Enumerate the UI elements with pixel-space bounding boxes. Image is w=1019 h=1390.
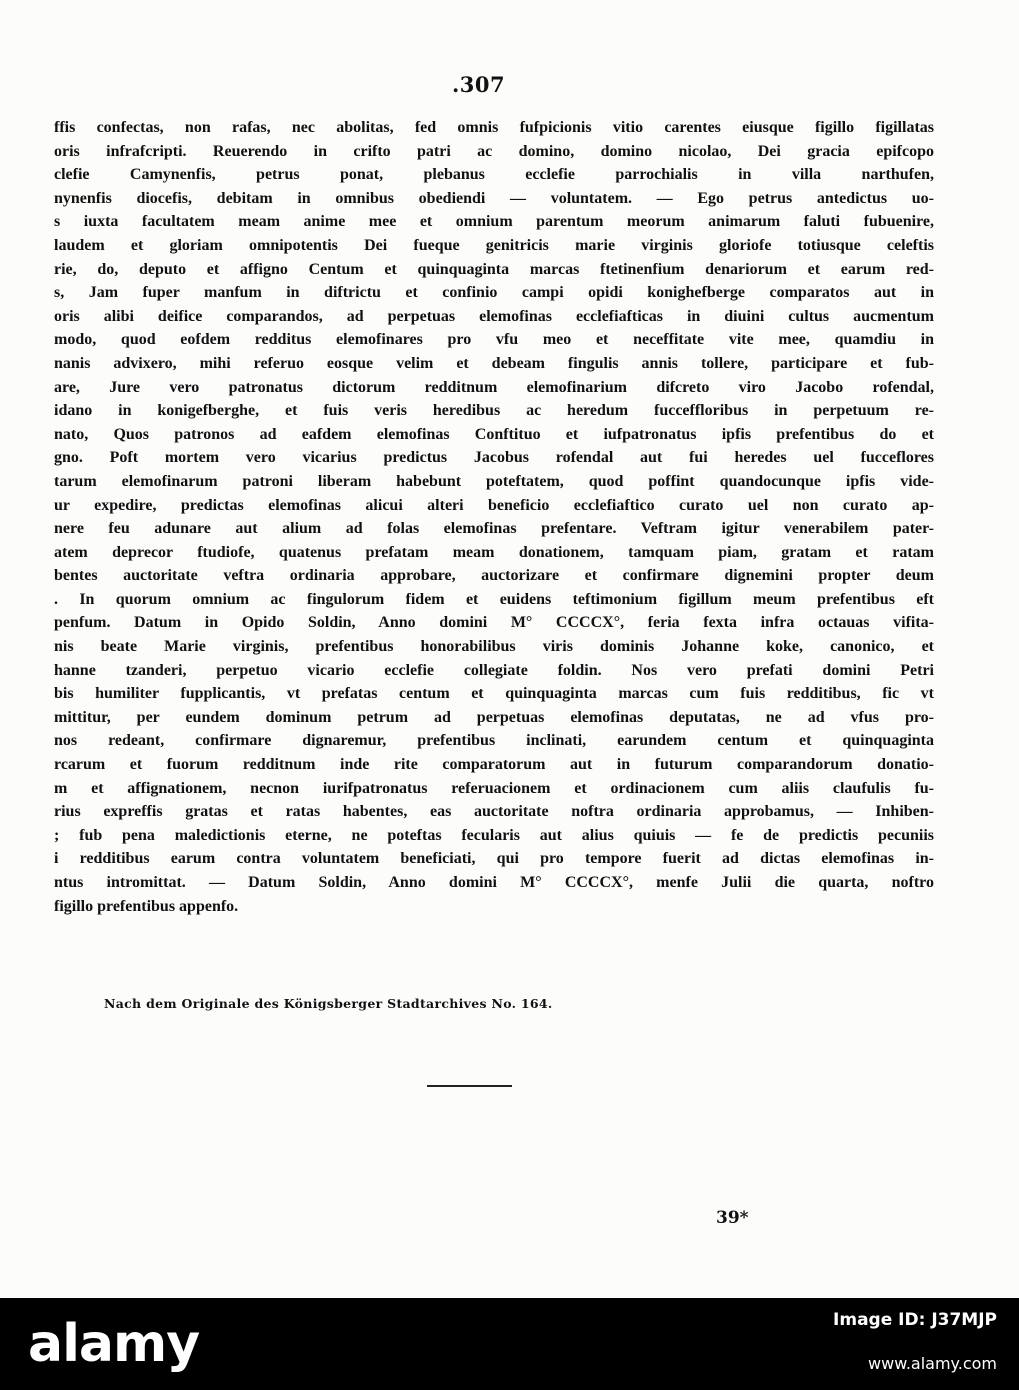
text-line: i redditibus earum contra voluntatem beneficiati, qui pro tempore fuerit ad dictas elemofinas in-: [54, 850, 934, 868]
text-line: s iuxta facultatem meam anime mee et omnium parentum meorum animarum faluti fubuenire,: [54, 213, 934, 231]
text-line: clefie Camynenfis, petrus ponat, plebanus ecclefie parrochialis in villa narthufen,: [54, 166, 934, 184]
text-line: ur expedire, predictas elemofinas alicui alteri beneficio ecclefiaftico curato uel non curato ap-: [54, 496, 934, 514]
alamy-logo: alamy: [28, 1314, 200, 1374]
text-line: nos redeant, confirmare dignaremur, prefentibus inclinati, earundem centum et quinquaginta: [54, 732, 934, 750]
text-line: ffis confectas, non rafas, nec abolitas, fed omnis fufpicionis vitio carentes eiusque figillo figillatas: [54, 119, 934, 136]
text-line: mittitur, per eundem dominum petrum ad perpetuas elemofinas deputatas, ne ad vfus pro-: [54, 708, 934, 726]
watermark-bar: [0, 1298, 1019, 1390]
section-divider: [427, 1085, 512, 1087]
text-line: ; fub pena maledictionis eterne, ne poteftas fecularis aut alius quiuis — fe de predictis pecuniis: [54, 826, 934, 844]
watermark-url: www.alamy.com: [868, 1354, 997, 1373]
text-line: nere feu adunare aut alium ad folas elemofinas prefentare. Veftram igitur venerabilem pater-: [54, 520, 934, 538]
text-line: m et affignationem, necnon iurifpatronatus referuacionem et ordinacionem cum aliis claufulis fu-: [54, 779, 934, 797]
text-line: penfum. Datum in Opido Soldin, Anno domini M° CCCCX°, feria fexta infra octauas vifita-: [54, 614, 934, 632]
text-line: nato, Quos patronos ad eafdem elemofinas Conftituo et iufpatronatus ipfis prefentibus do et: [54, 425, 934, 443]
text-line: rie, do, deputo et affigno Centum et quinquaginta marcas ftetinenfium denariorum et earum red-: [54, 260, 934, 278]
text-line: ntus intromittat. — Datum Soldin, Anno domini M° CCCCX°, menfe Julii die quarta, noftro: [54, 874, 934, 891]
text-line: . In quorum omnium ac fingulorum fidem et euidens teftimonium figillum meum prefentibus eft: [54, 590, 934, 608]
page-number: .307: [452, 72, 506, 97]
text-line: idano in konigefberghe, et fuis veris heredibus ac heredum fucceffloribus in perpetuum re-: [54, 402, 934, 420]
text-line: hanne tzanderi, perpetuo vicario ecclefie collegiate foldin. Nos vero prefati domini Petri: [54, 661, 934, 679]
image-id: Image ID: J37MJP: [833, 1310, 997, 1330]
text-line: nynenfis diocefis, debitam in omnibus obediendi — voluntatem. — Ego petrus antedictus uo-: [54, 189, 934, 207]
text-line: nanis advixero, mihi referuo eosque velim et debeam fingulis annis tollere, participare et fub-: [54, 354, 934, 372]
text-line: nis beate Marie virginis, prefentibus honorabilibus viris dominis Johanne koke, canonico, et: [54, 638, 934, 656]
text-line: gno. Poft mortem vero vicarius predictus Jacobus rofendal aut fui heredes uel fucceflores: [54, 449, 934, 467]
text-line: bis humiliter fupplicantis, vt prefatas centum et quinquaginta marcas cum fuis redditibus, fic vt: [54, 685, 934, 703]
text-line: tarum elemofinarum patroni liberam habebunt poteftatem, quod poffint quandocunque ipfis vide-: [54, 472, 934, 490]
text-line: figillo prefentibus appenfo.: [54, 897, 239, 915]
text-line: oris infrafcripti. Reuerendo in crifto patri ac domino, domino nicolao, Dei gracia epifcopo: [54, 142, 934, 160]
text-line: rius expreffis gratas et ratas habentes, eas auctoritate noftra ordinaria approbamus, — Inhiben-: [54, 803, 934, 821]
body-text: [54, 116, 934, 918]
text-line: are, Jure vero patronatus dictorum redditnum elemofinarium difcreto viro Jacobo rofendal,: [54, 378, 934, 396]
text-line: rcarum et fuorum redditnum inde rite comparatorum aut in futurum comparandorum donatio-: [54, 756, 934, 774]
text-line: modo, quod eofdem redditus elemofinares pro vfu meo et neceffitate vite mee, quamdiu in: [54, 331, 934, 349]
sheet-signature: 39*: [716, 1208, 749, 1228]
text-line: laudem et gloriam omnipotentis Dei fueque genitricis marie virginis gloriofe totiusque celeftis: [54, 236, 934, 254]
text-line: s, Jam fuper manfum in diftrictu et confinio campi opidi konighefberge comparatos aut in: [54, 284, 934, 302]
text-line: bentes auctoritate veftra ordinaria approbare, auctorizare et confirmare dignemini propter deum: [54, 567, 934, 585]
source-note: Nach dem Originale des Königsberger Stadtarchives No. 164.: [104, 996, 553, 1011]
text-line: oris alibi deifice comparandos, ad perpetuas elemofinas ecclefiafticas in diuini cultus aucmentum: [54, 307, 934, 325]
text-line: atem deprecor ftudiofe, quatenus prefatam meam donationem, tamquam piam, gratam et ratam: [54, 543, 934, 561]
